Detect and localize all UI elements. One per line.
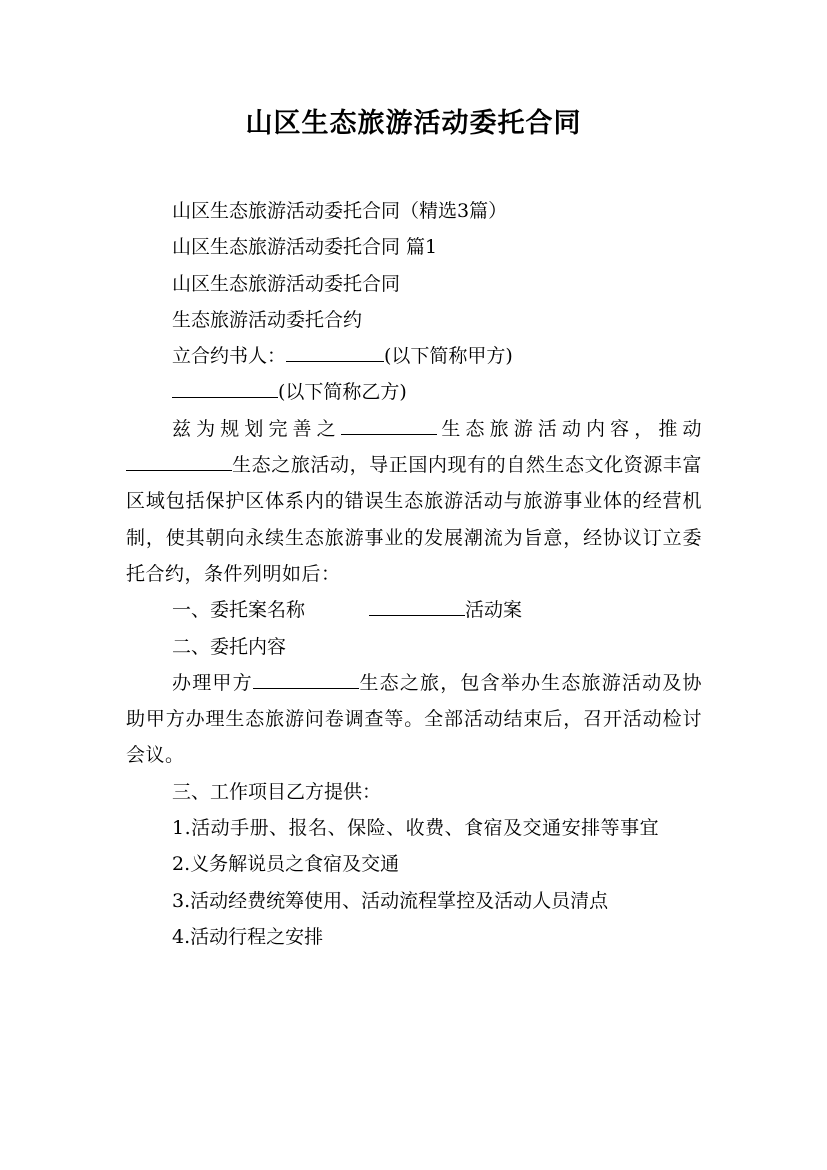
content-text-a: 办理甲方 — [172, 671, 253, 694]
heading-line-2: 山区生态旅游活动委托合同 篇1 — [172, 236, 438, 259]
party-a-line — [126, 338, 702, 374]
party-a-suffix: (以下简称甲方) — [384, 345, 513, 368]
purpose-blank-2 — [126, 450, 232, 471]
paragraph-content — [126, 665, 702, 774]
document-body — [126, 193, 702, 955]
document-title: 山区生态旅游活动委托合同 — [245, 108, 582, 139]
section-1-line — [126, 592, 702, 628]
section-2-line: 二、委托内容 — [172, 635, 287, 658]
heading-line-1: 山区生态旅游活动委托合同（精选3篇） — [172, 200, 508, 222]
heading-line-3: 山区生态旅游活动委托合同 — [172, 272, 401, 295]
purpose-text-c: 生态之旅活动，导正国内现有的自然生态文化资源丰富区域包括保护区体系内的错误生态旅游活动与旅游事业体的经营机制，使其朝向永续生态旅游事业的发展潮流为旨意，经协议订立委托合约，条件列明如后： — [126, 454, 702, 585]
purpose-text-a: 兹为规划完善之 — [172, 417, 341, 440]
party-b-suffix: (以下简称乙方) — [278, 381, 407, 404]
party-b-line — [126, 374, 702, 410]
section-1-label: 一、委托案名称 — [172, 599, 306, 622]
list-item-4: 4.活动行程之安排 — [172, 925, 324, 948]
list-item-1: 1.活动手册、报名、保险、收费、食宿及交通安排等事宜 — [172, 817, 660, 840]
content-blank — [253, 668, 359, 689]
section-1-blank — [369, 595, 465, 616]
section-3-line: 三、工作项目乙方提供： — [172, 780, 382, 803]
party-b-blank — [172, 377, 278, 398]
paragraph-purpose — [126, 411, 702, 592]
party-a-blank — [286, 341, 384, 362]
purpose-text-b: 生态旅游活动内容，推动 — [436, 417, 702, 440]
content-text-b: 生态之旅，包含举办生态旅游活动及协助甲方办理生态旅游问卷调查等。全部活动结束后，召开活动检讨会议。 — [126, 671, 702, 767]
contract-name-line: 生态旅游活动委托合约 — [172, 308, 363, 331]
party-a-label: 立合约书人： — [172, 345, 287, 368]
list-item-2: 2.义务解说员之食宿及交通 — [172, 853, 400, 876]
list-item-3: 3.活动经费统筹使用、活动流程掌控及活动人员清点 — [172, 889, 609, 912]
section-1-suffix: 活动案 — [465, 599, 523, 622]
purpose-blank-1 — [341, 414, 437, 435]
